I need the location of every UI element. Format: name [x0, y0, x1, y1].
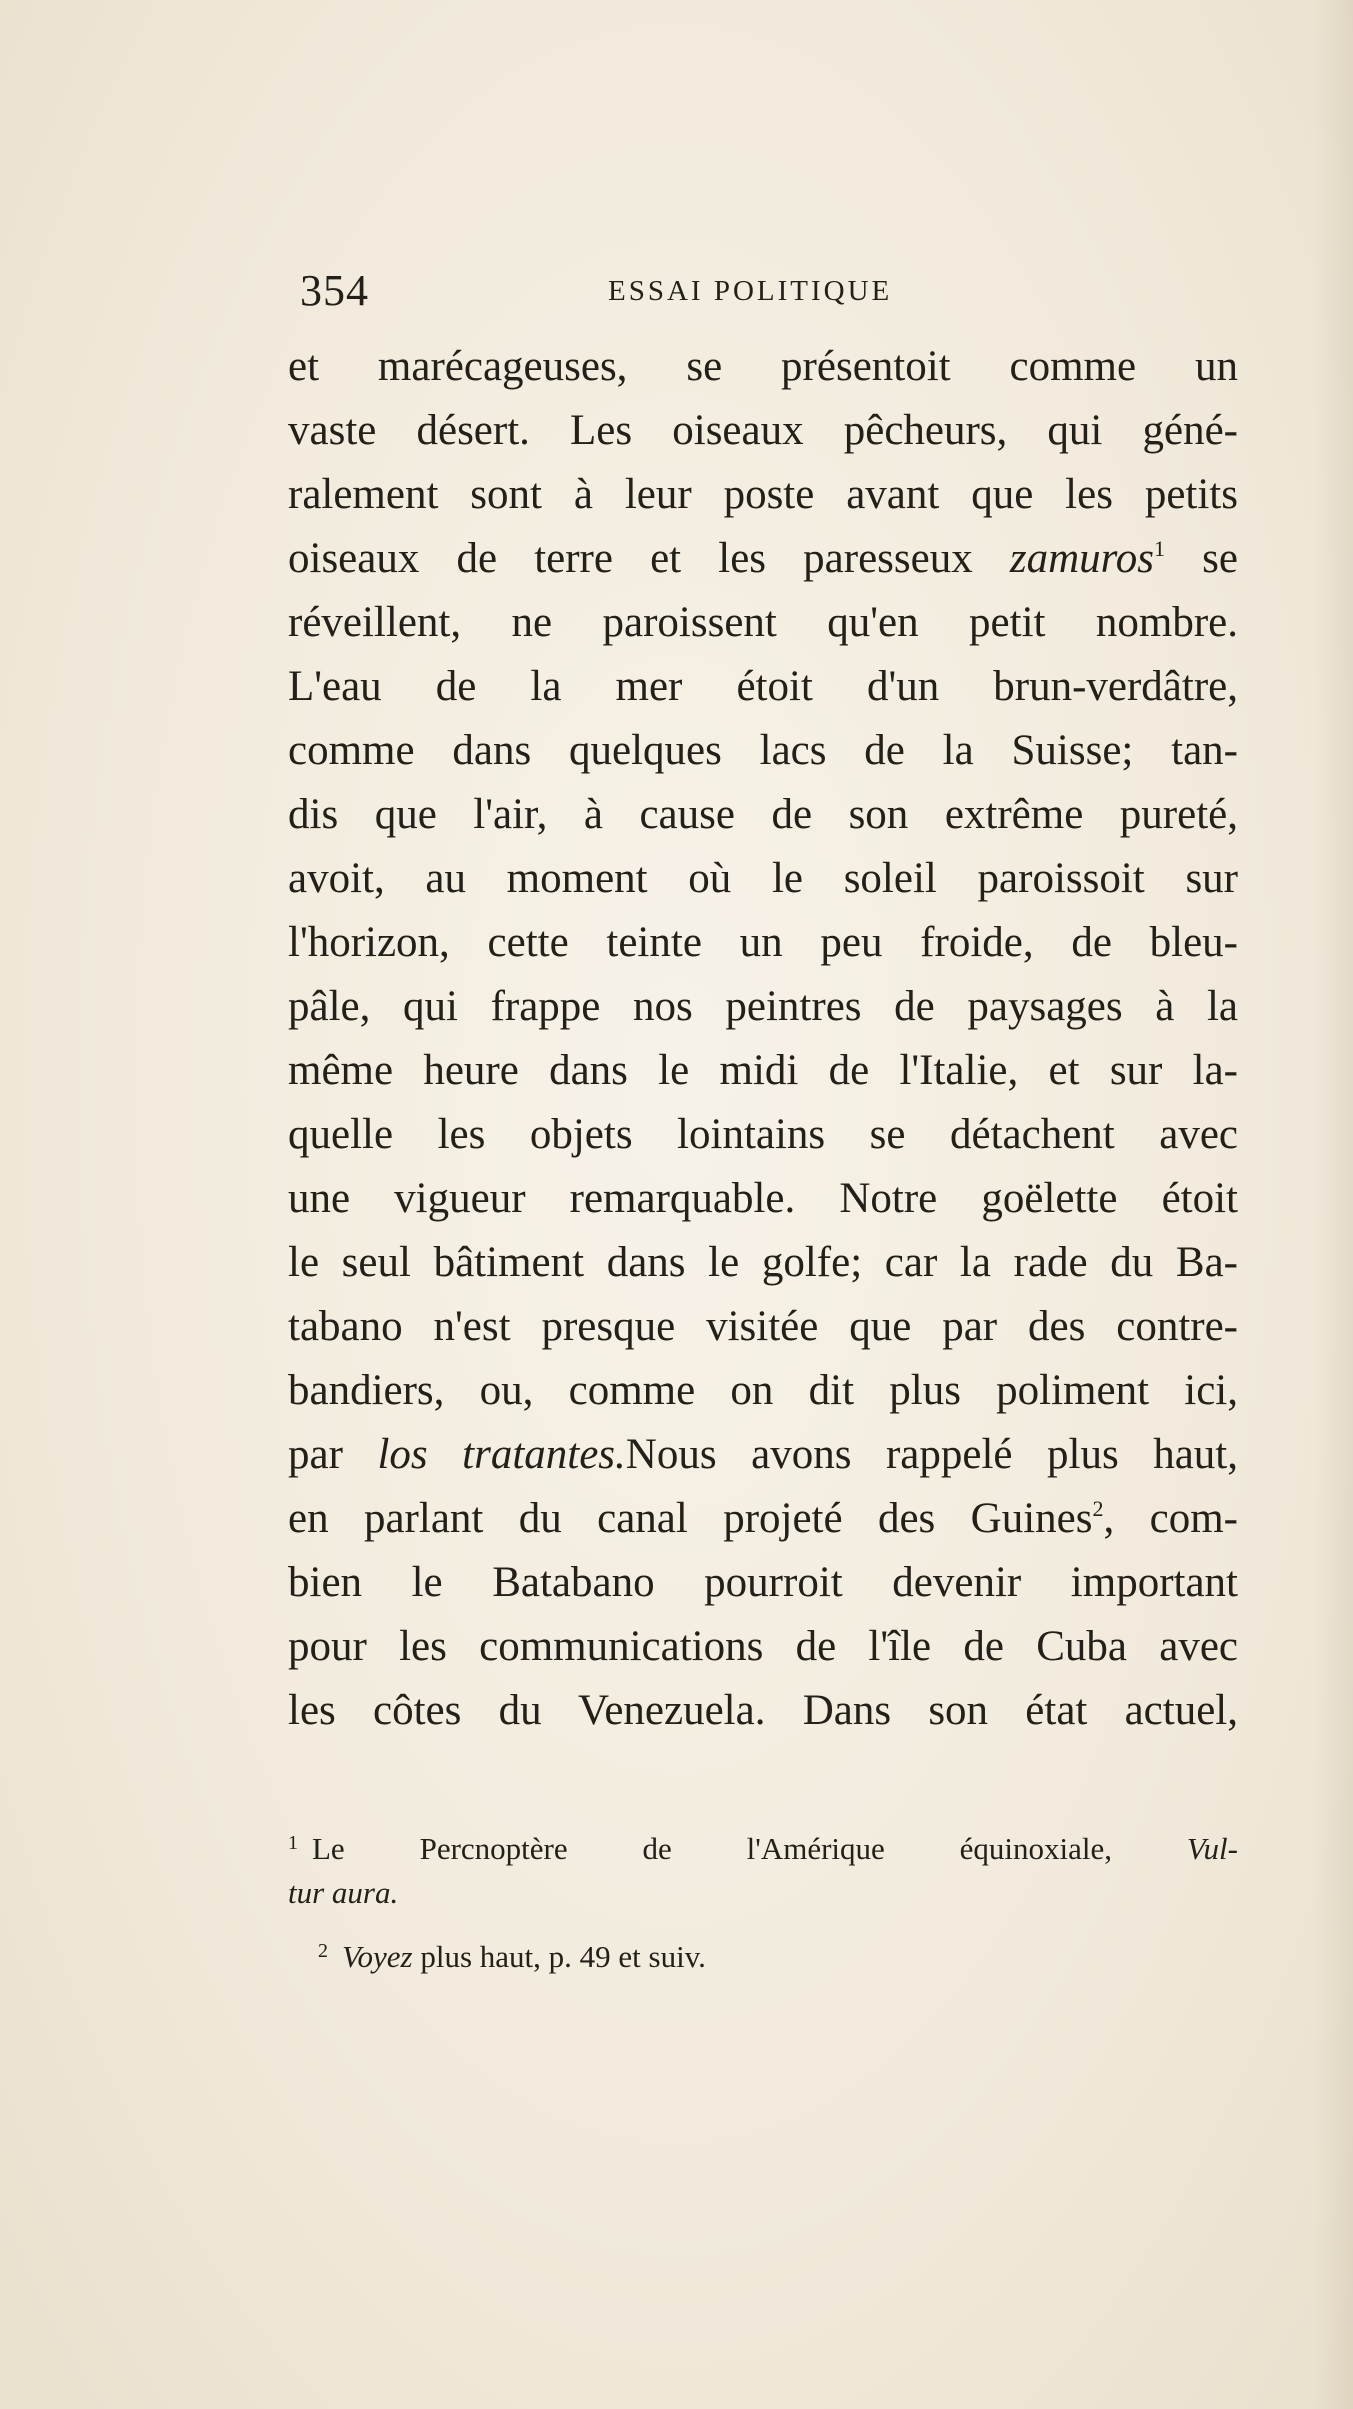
line-text: L'eau de la mer étoit d'un brun-verdâtre,: [288, 663, 1238, 710]
footnote-2-italic: Voyez: [342, 1939, 413, 1974]
line-text: se: [1165, 535, 1238, 582]
line-text: vaste désert. Les oiseaux pêcheurs, qui géné-: [288, 407, 1238, 454]
line-text: dis que l'air, à cause de son extrême pureté,: [288, 791, 1238, 838]
text-line: [288, 1231, 1238, 1295]
footnote-1-line-1: [288, 1818, 1238, 1868]
line-text: l'horizon, cette teinte un peu froide, de bleu-: [288, 919, 1238, 966]
line-text: réveillent, ne paroissent qu'en petit nombre.: [288, 599, 1238, 646]
footnote-1-italic-cont: tur aura.: [288, 1875, 399, 1910]
body-text: [288, 335, 1238, 1743]
footnote-ref: 1: [1154, 536, 1166, 561]
page-header: [288, 265, 1238, 315]
text-line: [288, 847, 1238, 911]
footnote-ref: 2: [1092, 1496, 1104, 1521]
footnotes: [288, 1818, 1238, 1976]
text-line: [288, 1679, 1238, 1743]
text-line: [288, 1359, 1238, 1423]
footnote-1-line-2: [288, 1868, 1238, 1918]
text-line: [288, 591, 1238, 655]
italic-text: zamuros: [1009, 535, 1155, 582]
line-text: quelle les objets lointains se détachent avec: [288, 1111, 1238, 1158]
line-text: une vigueur remarquable. Notre goëlette étoit: [288, 1175, 1238, 1222]
footnote-1-italic: Vul-: [1186, 1831, 1238, 1866]
line-text: pour les communications de l'île de Cuba avec: [288, 1623, 1238, 1670]
text-line: [288, 1295, 1238, 1359]
running-head: ESSAI POLITIQUE: [608, 275, 893, 307]
footnote-2-marker: 2: [318, 1940, 328, 1962]
text-line: [288, 1615, 1238, 1679]
line-text: ralement sont à leur poste avant que les petits: [288, 471, 1238, 518]
line-text: par: [288, 1431, 378, 1478]
line-text: comme dans quelques lacs de la Suisse; tan-: [288, 727, 1238, 774]
line-text: bien le Batabano pourroit devenir important: [288, 1559, 1238, 1606]
line-text: tabano n'est presque visitée que par des contre-: [288, 1303, 1238, 1350]
text-line: [288, 1423, 1238, 1487]
text-line: [288, 911, 1238, 975]
text-line: [288, 783, 1238, 847]
line-text: , com-: [1103, 1495, 1238, 1542]
line-text: les côtes du Venezuela. Dans son état actuel,: [288, 1687, 1238, 1734]
line-text: avoit, au moment où le soleil paroissoit sur: [288, 855, 1238, 902]
footnote-1-marker: 1: [288, 1832, 298, 1854]
line-text: et marécageuses, se présentoit comme un: [288, 343, 1238, 390]
text-line: [288, 1487, 1238, 1551]
text-line: [288, 1551, 1238, 1615]
line-text: le seul bâtiment dans le golfe; car la rade du Ba-: [288, 1239, 1238, 1286]
text-line: [288, 1167, 1238, 1231]
text-line: [288, 975, 1238, 1039]
italic-text: los tratantes.: [377, 1431, 626, 1478]
page-number: 354: [300, 266, 369, 315]
text-line: [288, 1039, 1238, 1103]
page-edge-shadow: [1313, 0, 1353, 2409]
text-line: [288, 399, 1238, 463]
line-text: bandiers, ou, comme on dit plus poliment ici,: [288, 1367, 1238, 1414]
line-text: même heure dans le midi de l'Italie, et sur la-: [288, 1047, 1238, 1094]
text-line: [288, 463, 1238, 527]
line-text: en parlant du canal projeté des Guines: [288, 1495, 1093, 1542]
footnote-1-text: Le Percnoptère de l'Amérique équinoxiale,: [312, 1831, 1187, 1866]
text-line: [288, 719, 1238, 783]
footnote-2-text: plus haut, p. 49 et suiv.: [412, 1939, 706, 1974]
text-line: [288, 655, 1238, 719]
line-text: oiseaux de terre et les paresseux: [288, 535, 1010, 582]
line-text: pâle, qui frappe nos peintres de paysages à la: [288, 983, 1238, 1030]
footnote-2: [288, 1926, 1238, 1976]
line-text: Nous avons rappelé plus haut,: [625, 1431, 1239, 1478]
text-line: [288, 335, 1238, 399]
text-line: [288, 527, 1238, 591]
text-line: [288, 1103, 1238, 1167]
